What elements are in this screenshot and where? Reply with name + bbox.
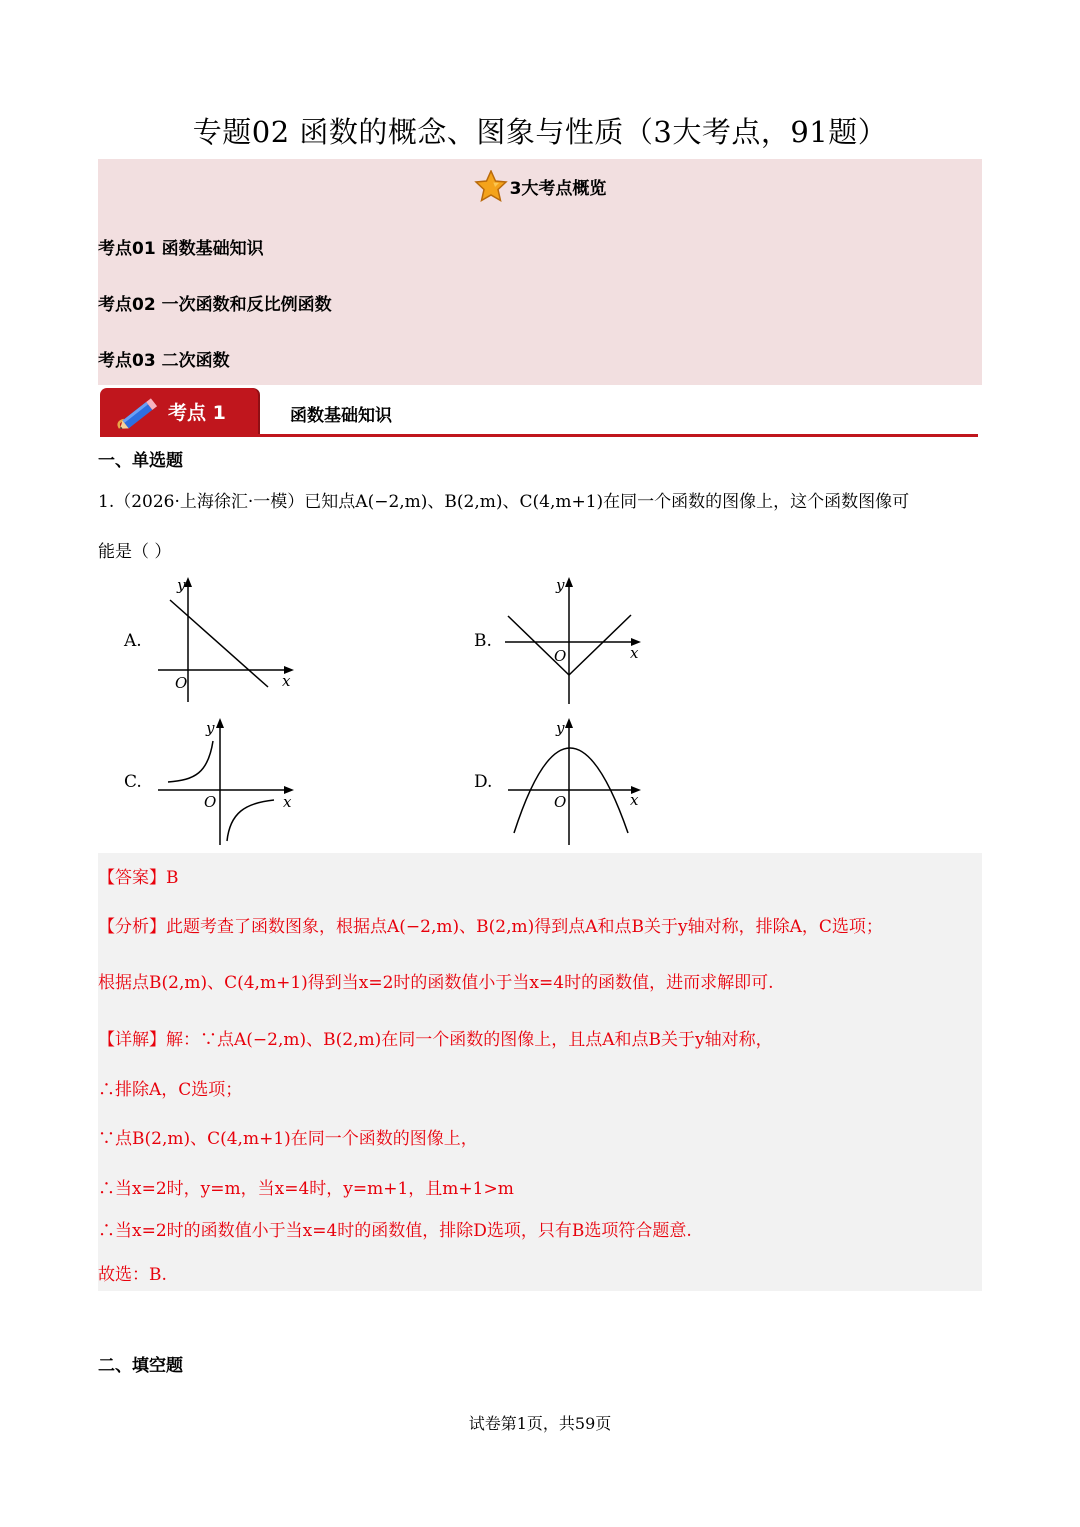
overview-item-2: 考点02 一次函数和反比例函数 [98, 295, 332, 315]
pencil-icon [114, 392, 164, 434]
option-c-label: C. [124, 772, 142, 792]
detail-line-4: ∴当x=2时，y=m，当x=4时，y=m+1，且m+1>m [98, 1179, 514, 1199]
analysis-line-1: 【分析】此题考查了函数图象，根据点A(−2,m)、B(2,m)得到点A和点B关于y轴对称，排除A，C选项； [98, 917, 883, 937]
star-icon [474, 170, 508, 202]
x-axis-label: x [283, 793, 292, 811]
page-title: 专题02 函数的概念、图象与性质（3大考点，91题） [192, 115, 888, 149]
y-axis-label: y [177, 576, 186, 594]
y-axis-label: y [206, 719, 215, 737]
x-axis-label: x [630, 791, 639, 809]
option-d-label: D. [474, 772, 493, 792]
overview-heading [0, 170, 1080, 207]
origin-label: O [554, 793, 567, 811]
topic-divider [100, 434, 978, 437]
overview-item-1: 考点01 函数基础知识 [98, 239, 264, 259]
section-fill-blank: 二、填空题 [98, 1356, 183, 1376]
x-axis-label: x [630, 644, 639, 662]
overview-heading-label: 3大考点概览 [509, 178, 607, 199]
origin-label: O [175, 674, 188, 692]
question-1-line1: 1.（2026·上海徐汇·一模）已知点A(−2,m)、B(2,m)、C(4,m+1)在同一个函数的图像上，这个函数图像可 [98, 492, 910, 512]
answer-line: 【答案】B [98, 868, 179, 888]
detail-line-5: ∴当x=2时的函数值小于当x=4时的函数值，排除D选项，只有B选项符合题意. [98, 1221, 692, 1241]
origin-label: O [204, 793, 217, 811]
topic-tab [100, 388, 258, 436]
option-a-label: A. [124, 631, 142, 651]
y-axis-label: y [556, 576, 565, 594]
graph-option-b [500, 572, 650, 707]
choice-line: 故选：B. [98, 1265, 167, 1285]
analysis-line-2: 根据点B(2,m)、C(4,m+1)得到当x=2时的函数值小于当x=4时的函数值，进而求解即可. [98, 973, 774, 993]
question-1-line2: 能是（ ） [98, 542, 172, 562]
page-footer: 试卷第1页，共59页 [468, 1414, 612, 1433]
graph-option-c [150, 713, 300, 848]
overview-item-3: 考点03 二次函数 [98, 351, 230, 371]
y-axis-label: y [556, 719, 565, 737]
graph-option-a [150, 572, 300, 707]
topic-tab-label: 考点 1 [168, 402, 226, 424]
topic-title: 函数基础知识 [290, 406, 392, 426]
detail-line-1: 【详解】解：∵点A(−2,m)、B(2,m)在同一个函数的图像上，且点A和点B关于y轴对称， [98, 1030, 773, 1050]
detail-line-3: ∵点B(2,m)、C(4,m+1)在同一个函数的图像上， [98, 1129, 478, 1149]
graph-option-d [500, 713, 650, 848]
section-single-choice: 一、单选题 [98, 451, 183, 471]
option-b-label: B. [474, 631, 492, 651]
origin-label: O [554, 647, 567, 665]
x-axis-label: x [282, 672, 291, 690]
detail-line-2: ∴排除A，C选项； [98, 1080, 243, 1100]
